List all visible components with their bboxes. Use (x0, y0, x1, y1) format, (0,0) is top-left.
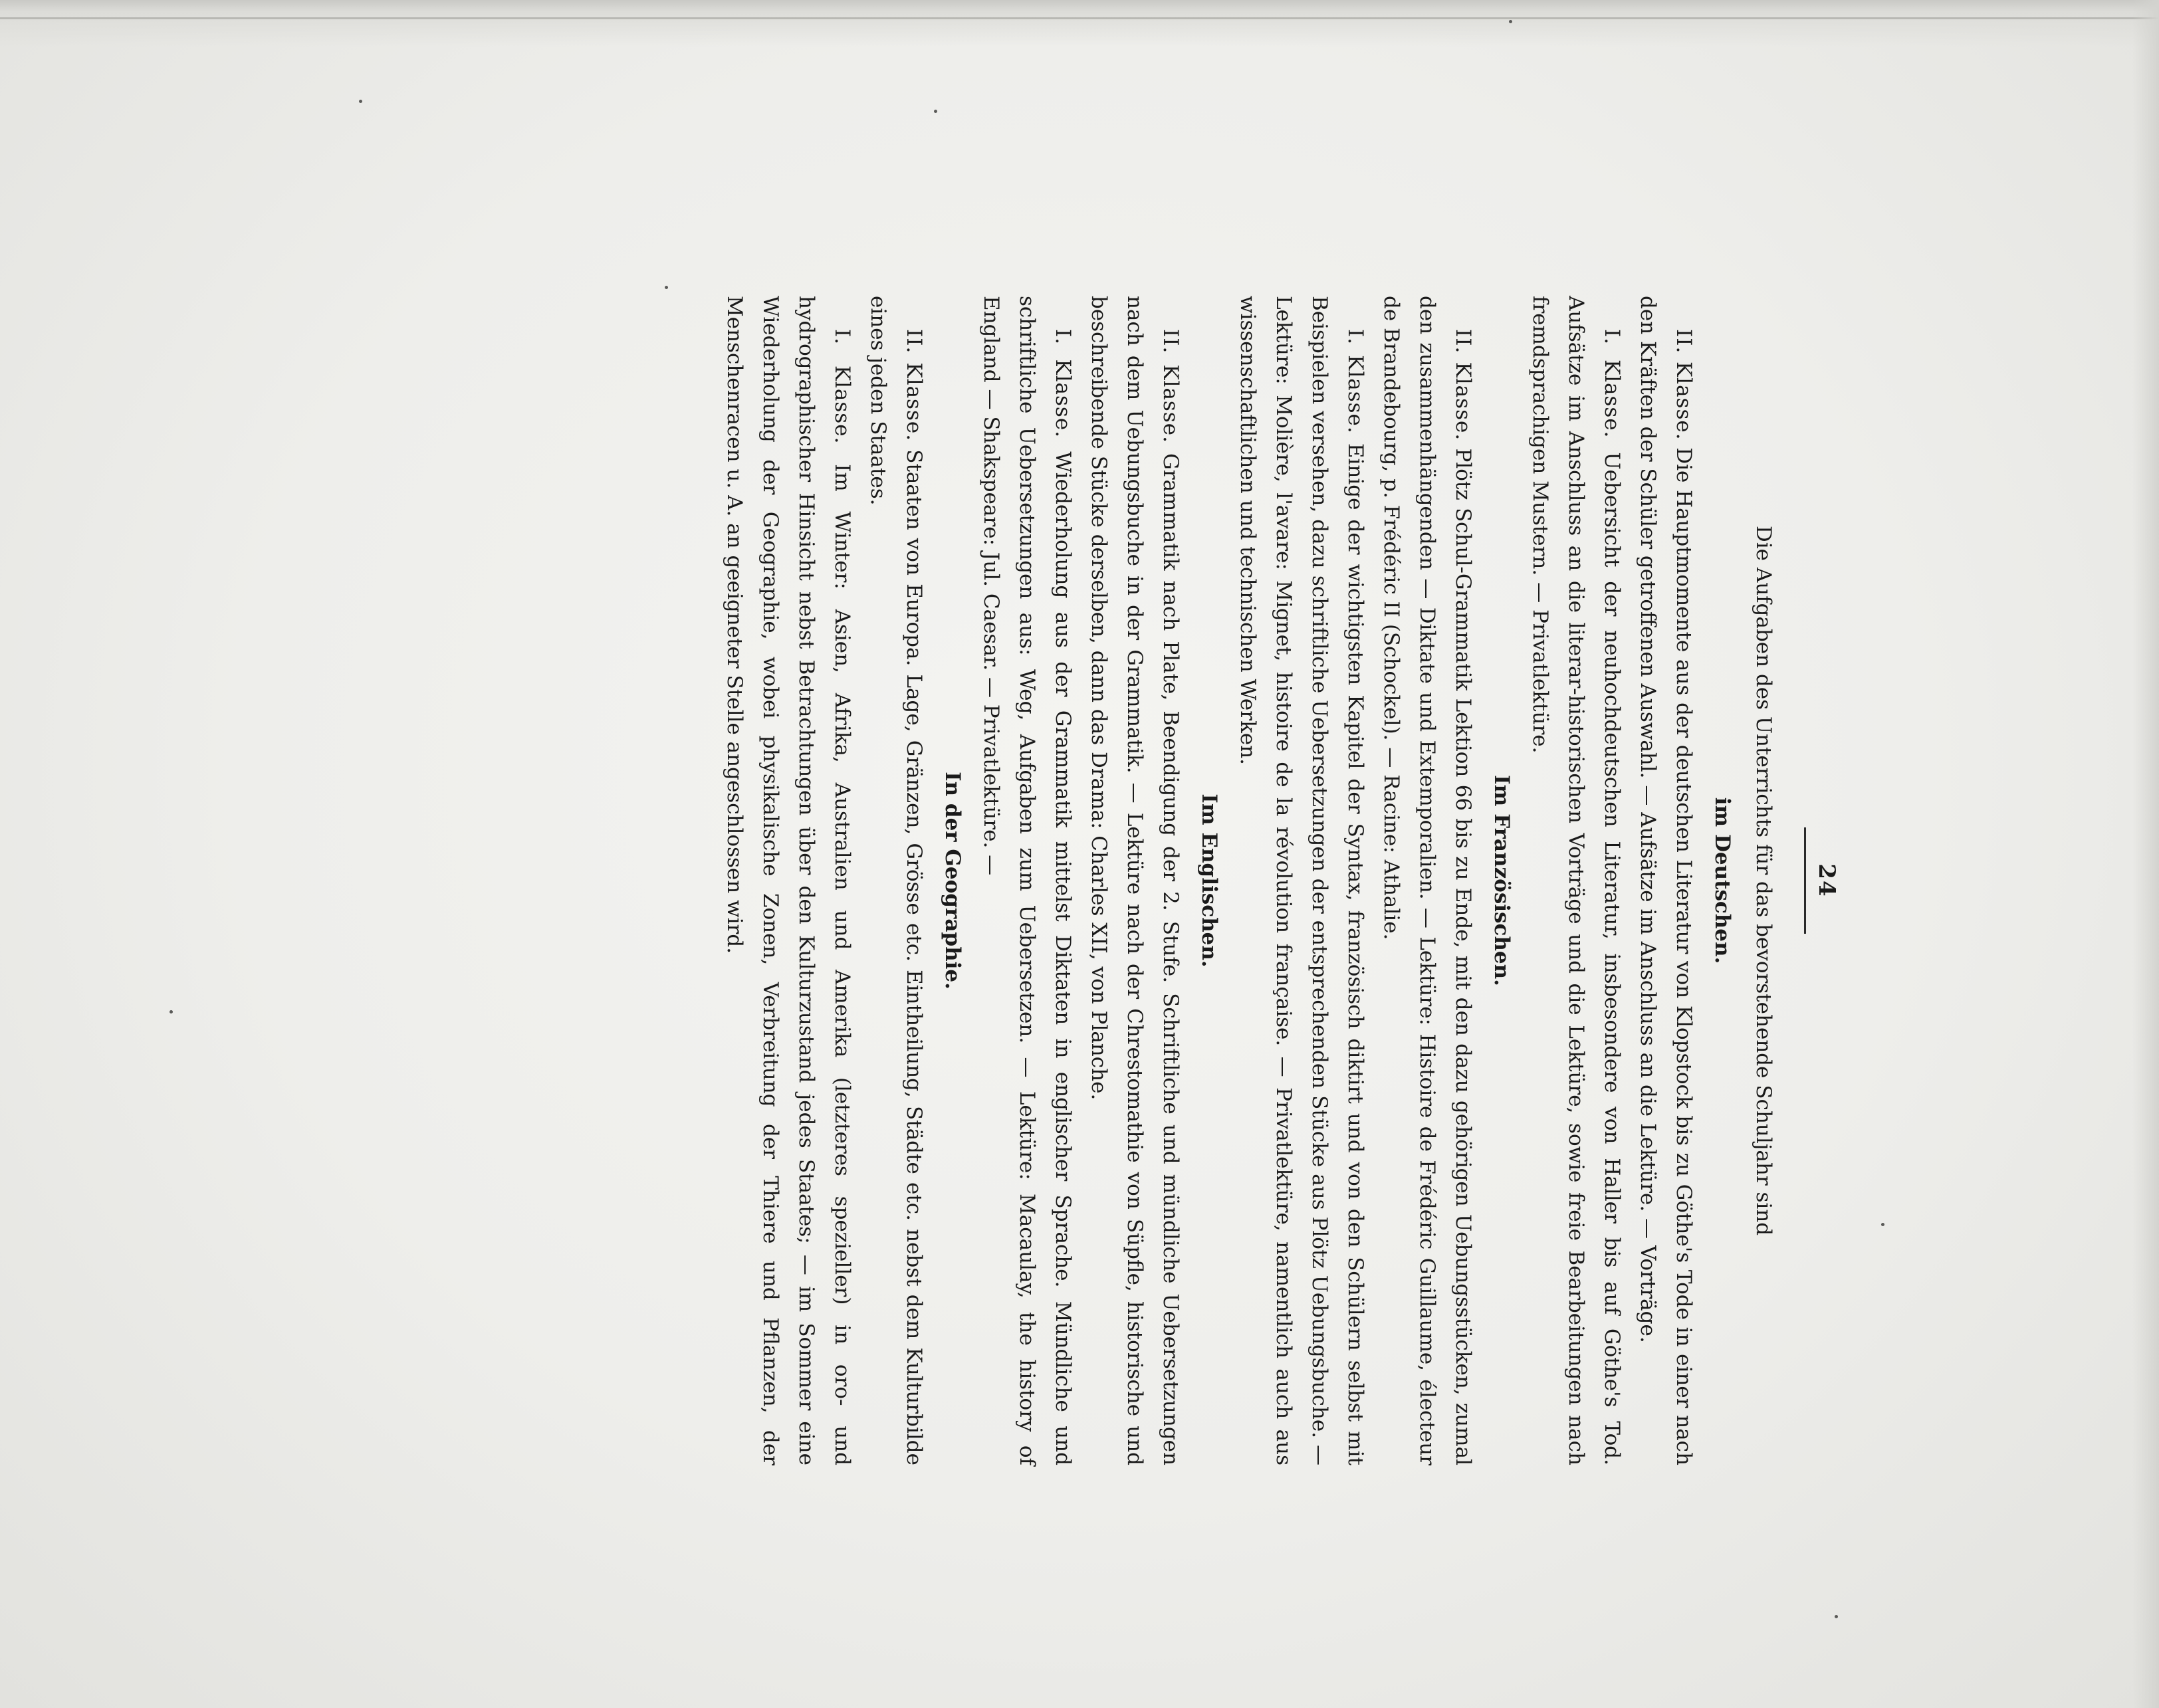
paragraph-text: Im Winter: Asien, Afrika, Australien und Amerika (letzteres spezieller) in oro- und hydrographischer Hinsicht nebst Betrachtungen über den Kulturzustand jedes Staates; — im Sommer eine Wiederholung der Geographie, wobei physikalische Zonen, Verbreitung der Thiere und Pflanzen, der Menschenracen u. A. an geeigneter Stelle angeschlossen wird. (723, 296, 854, 1465)
section-heading-franzoesisch: Im Französischen. (1490, 775, 1514, 986)
paragraph (1373, 296, 1481, 1465)
klasse-label: I. Klasse. (830, 329, 854, 445)
paragraph-text: Plötz Schul-Grammatik Lektion 66 bis zu Ende, mit den dazu gehörigen Uebungsstücken, zumal den zusammenhängenden — Diktate und Extemporalien. — Lektüre: Histoire de Frédéric Guillaume, électeur de Brandebourg, p. Frédéric II (Schockel). — Racine: Athalie. (1379, 296, 1475, 1465)
page-number: 24 (1813, 863, 1840, 898)
section-heading-deutsch: im Deutschen. (1710, 797, 1734, 964)
klasse-label: II. Klasse. (1159, 329, 1183, 443)
section-heading-geographie: In der Geographie. (941, 772, 965, 990)
paragraph (1630, 296, 1702, 1465)
dust-speck (1835, 1615, 1838, 1618)
paragraph (860, 296, 932, 1465)
paragraph-text: Grammatik nach Plate, Beendigung der 2. Stufe. Schriftliche und mündliche Uebersetzungen nach dem Uebungsbuche in der Grammatik. — Lektüre nach der Chrestomathie von Süpfle, historische und beschreibende Stücke derselben, dann das Drama: Charles XII, von Planche. (1087, 296, 1183, 1465)
rotated-text-block (349, 296, 1845, 1465)
paragraph-text: Staaten von Europa. Lage, Gränzen, Grösse etc. Eintheilung, Städte etc. nebst dem Kulturbilde eines jeden Staates. (866, 296, 926, 1465)
paragraph (717, 296, 860, 1465)
klasse-label: II. Klasse. (902, 329, 926, 442)
klasse-label: II. Klasse. (1451, 329, 1475, 441)
page-top-shadow (0, 0, 2159, 47)
dust-speck (170, 1010, 173, 1014)
page-top-edge (0, 17, 2159, 19)
intro-line: Die Aufgaben des Unterrichts für das bevorstehende Schuljahr sind (1752, 525, 1775, 1236)
paragraph (1081, 296, 1189, 1465)
dust-speck (1881, 1223, 1884, 1226)
klasse-label: I. Klasse. (1600, 329, 1624, 439)
section-heading-englisch: Im Englischen. (1197, 794, 1221, 968)
paragraph (1522, 296, 1630, 1465)
paragraph-text: Die Hauptmomente aus der deutschen Literatur von Klopstock bis zu Göthe's Tode in einer nach den Kräften der Schüler getroffenen Auswahl. — Aufsätze im Anschluss an die Lektüre. — Vorträge. (1636, 296, 1696, 1466)
klasse-label: I. Klasse. (1051, 329, 1075, 439)
paragraph-text: Wiederholung aus der Grammatik mittelst Diktaten in englischer Sprache. Mündliche und schriftliche Uebersetzungen aus: Weg, Aufgaben zum Uebersetzen. — Lektüre: Macaulay, the history of England — Shakspeare: Jul. Caesar. — Privatlektüre. — (979, 296, 1075, 1465)
paragraph-text: Uebersicht der neuhochdeutschen Literatur, insbesondere von Haller bis auf Göthe's Tod. Aufsätze im Anschluss an die literar-historischen Vorträge und die Lektüre, sowie freie Bearbeitungen nach fremdsprachigen Mustern. — Privatlektüre. (1528, 296, 1624, 1466)
paragraph (1230, 296, 1373, 1465)
dust-speck (665, 286, 668, 289)
dust-speck (1509, 20, 1512, 23)
paragraph (973, 296, 1081, 1465)
klasse-label: II. Klasse. (1672, 329, 1696, 441)
header-rule (1804, 827, 1806, 934)
dust-speck (359, 100, 362, 103)
page-right-shadow (2132, 0, 2159, 1708)
paragraph-text: Einige der wichtigsten Kapitel der Syntax, französisch diktirt und von den Schülern selbst mit Beispielen versehen, dazu schriftliche Uebersetzungen der entsprechenden Stücke aus Plötz Uebungsbuche. — Lektüre: Molière, l'avare: Mignet, histoire de la révolution française. — Privatlektüre, namentlich auch aus wissenschaftlichen und technischen Werken. (1236, 296, 1367, 1465)
dust-speck (934, 110, 937, 113)
klasse-label: I. Klasse. (1343, 329, 1367, 434)
